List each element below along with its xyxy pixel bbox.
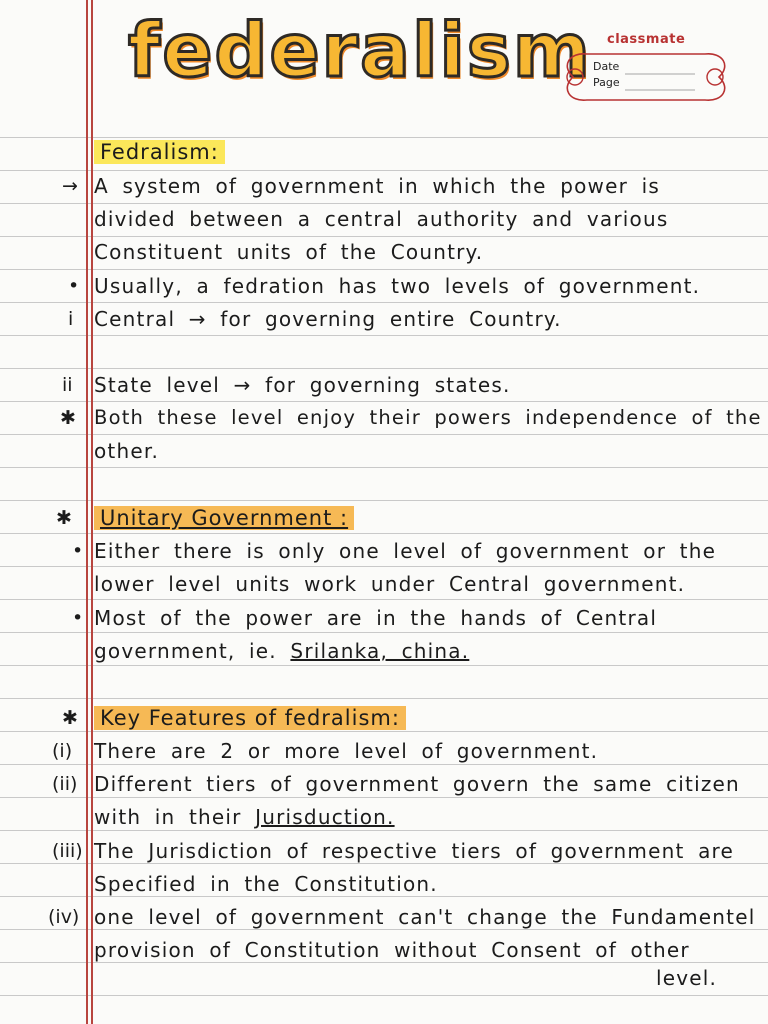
feature-1-line: There are 2 or more level of government. (94, 739, 599, 763)
feature-2-line-2 (94, 801, 762, 833)
unitary-point-1-line-2: lower level units work under Central government. (94, 572, 686, 596)
key-features-heading (94, 702, 406, 734)
feature-3-line-2: Specified in the Constitution. (94, 872, 438, 896)
unitary-point-2-prefix: government, ie. (94, 639, 277, 663)
state-line: State level → for governing states. (94, 373, 511, 397)
unitary-point-2-line-1: Most of the power are in the hands of Central (94, 606, 658, 630)
margin-line-right (91, 0, 93, 1024)
unitary-heading (94, 502, 354, 534)
feature-4-line-2: provision of Constitution without Consent of other (94, 938, 690, 962)
date-label: Date (593, 60, 620, 73)
margin-line-left (86, 0, 88, 1024)
both-line-2: other. (94, 439, 160, 463)
both-marker: ✱ (60, 407, 76, 429)
feature-2-marker: (ii) (52, 773, 78, 795)
definition-marker: → (62, 175, 78, 197)
both-line-1: Both these level enjoy their powers independence of the (94, 406, 762, 429)
federalism-heading-text: Fedralism: (94, 140, 225, 164)
feature-2-prefix: with in their (94, 805, 242, 829)
unitary-point-2-line-2 (94, 635, 762, 667)
page-title: federalism (128, 8, 592, 94)
feature-3-line-1: The Jurisdiction of respective tiers of government are (94, 839, 735, 863)
feature-4-line-1: one level of government can't change the Fundamentel (94, 905, 756, 929)
levels-line: Usually, a fedration has two levels of government. (94, 274, 701, 298)
unitary-example: Srilanka, china. (290, 639, 470, 663)
unitary-point-2-marker: • (72, 607, 84, 629)
unitary-marker: ✱ (56, 507, 72, 529)
feature-4-line-3: level. (656, 966, 718, 990)
central-marker: i (68, 308, 74, 330)
feature-4-marker: (iv) (48, 906, 80, 928)
feature-2-line-1: Different tiers of government govern the same citizen (94, 772, 740, 796)
unitary-heading-text: Unitary Government : (94, 506, 354, 530)
key-features-heading-text: Key Features of fedralism: (94, 706, 406, 730)
levels-marker: • (68, 275, 80, 297)
page-label: Page (593, 76, 620, 89)
federalism-heading (94, 136, 225, 168)
brand-frame-icon (555, 44, 735, 110)
feature-1-marker: (i) (52, 740, 73, 762)
feature-3-marker: (iii) (52, 840, 83, 862)
notebook-brand-box (555, 30, 735, 110)
jurisdiction-term: Jurisduction. (255, 805, 395, 829)
brand-name: classmate (607, 32, 686, 47)
definition-line-1: A system of government in which the power is (94, 174, 660, 198)
key-features-marker: ✱ (62, 707, 78, 729)
definition-line-3: Constituent units of the Country. (94, 240, 484, 264)
state-marker: ii (62, 374, 73, 396)
unitary-point-1-line-1: Either there is only one level of government or the (94, 539, 717, 563)
definition-line-2: divided between a central authority and various (94, 207, 669, 231)
unitary-point-1-marker: • (72, 540, 84, 562)
central-line: Central → for governing entire Country. (94, 307, 562, 331)
